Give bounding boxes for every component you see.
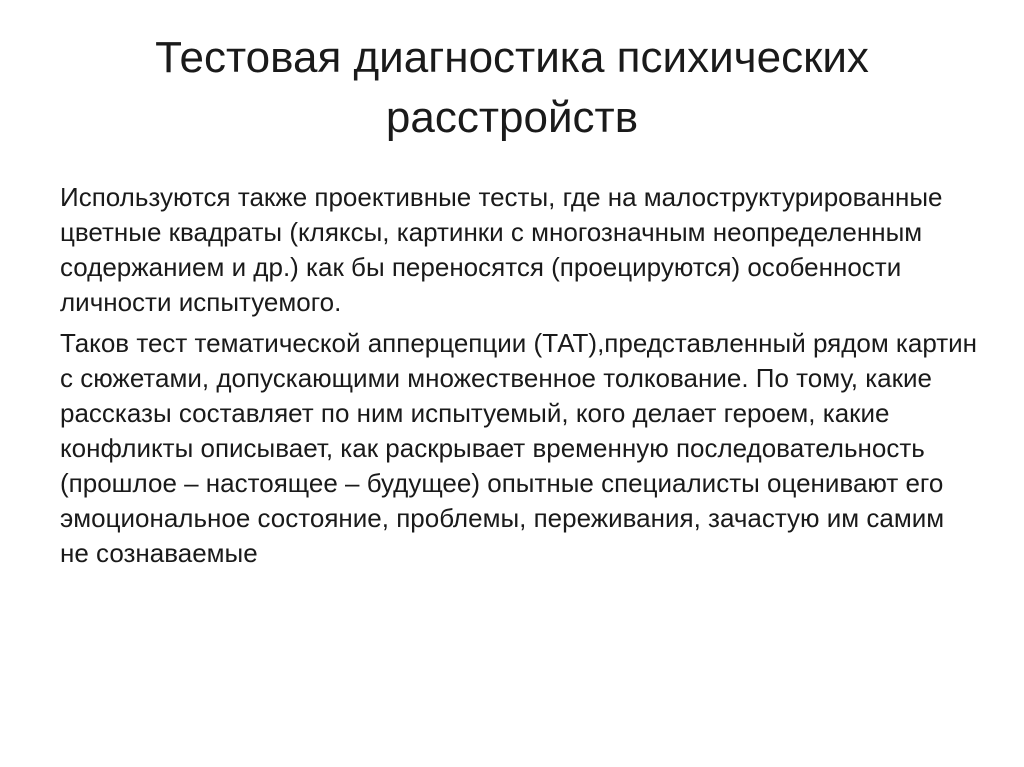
paragraph-projective-tests: Используются также проективные тесты, где на малоструктурированные цветные квадраты (кляксы, картинки с многозначным неопределенным содержанием и др.) как бы переносятся (проецируются) особенности личности испытуемого.: [60, 182, 943, 317]
paragraph-tat-test: Таков тест тематической апперцепции (ТАТ),представленный рядом картин с сюжетами, допускающими множественное толкование. По тому, какие рассказы составляет по ним испытуемый, кого делает героем, какие конфликты описывает, как раскрывает временную последовательность (прошлое – настоящее – будущее) опытные специалисты оценивают его эмоциональное состояние, проблемы, переживания, зачастую им самим не сознаваемые: [60, 328, 978, 568]
slide-title: Тестовая диагностика психических расстройств: [155, 33, 869, 142]
slide-body: [60, 180, 980, 571]
